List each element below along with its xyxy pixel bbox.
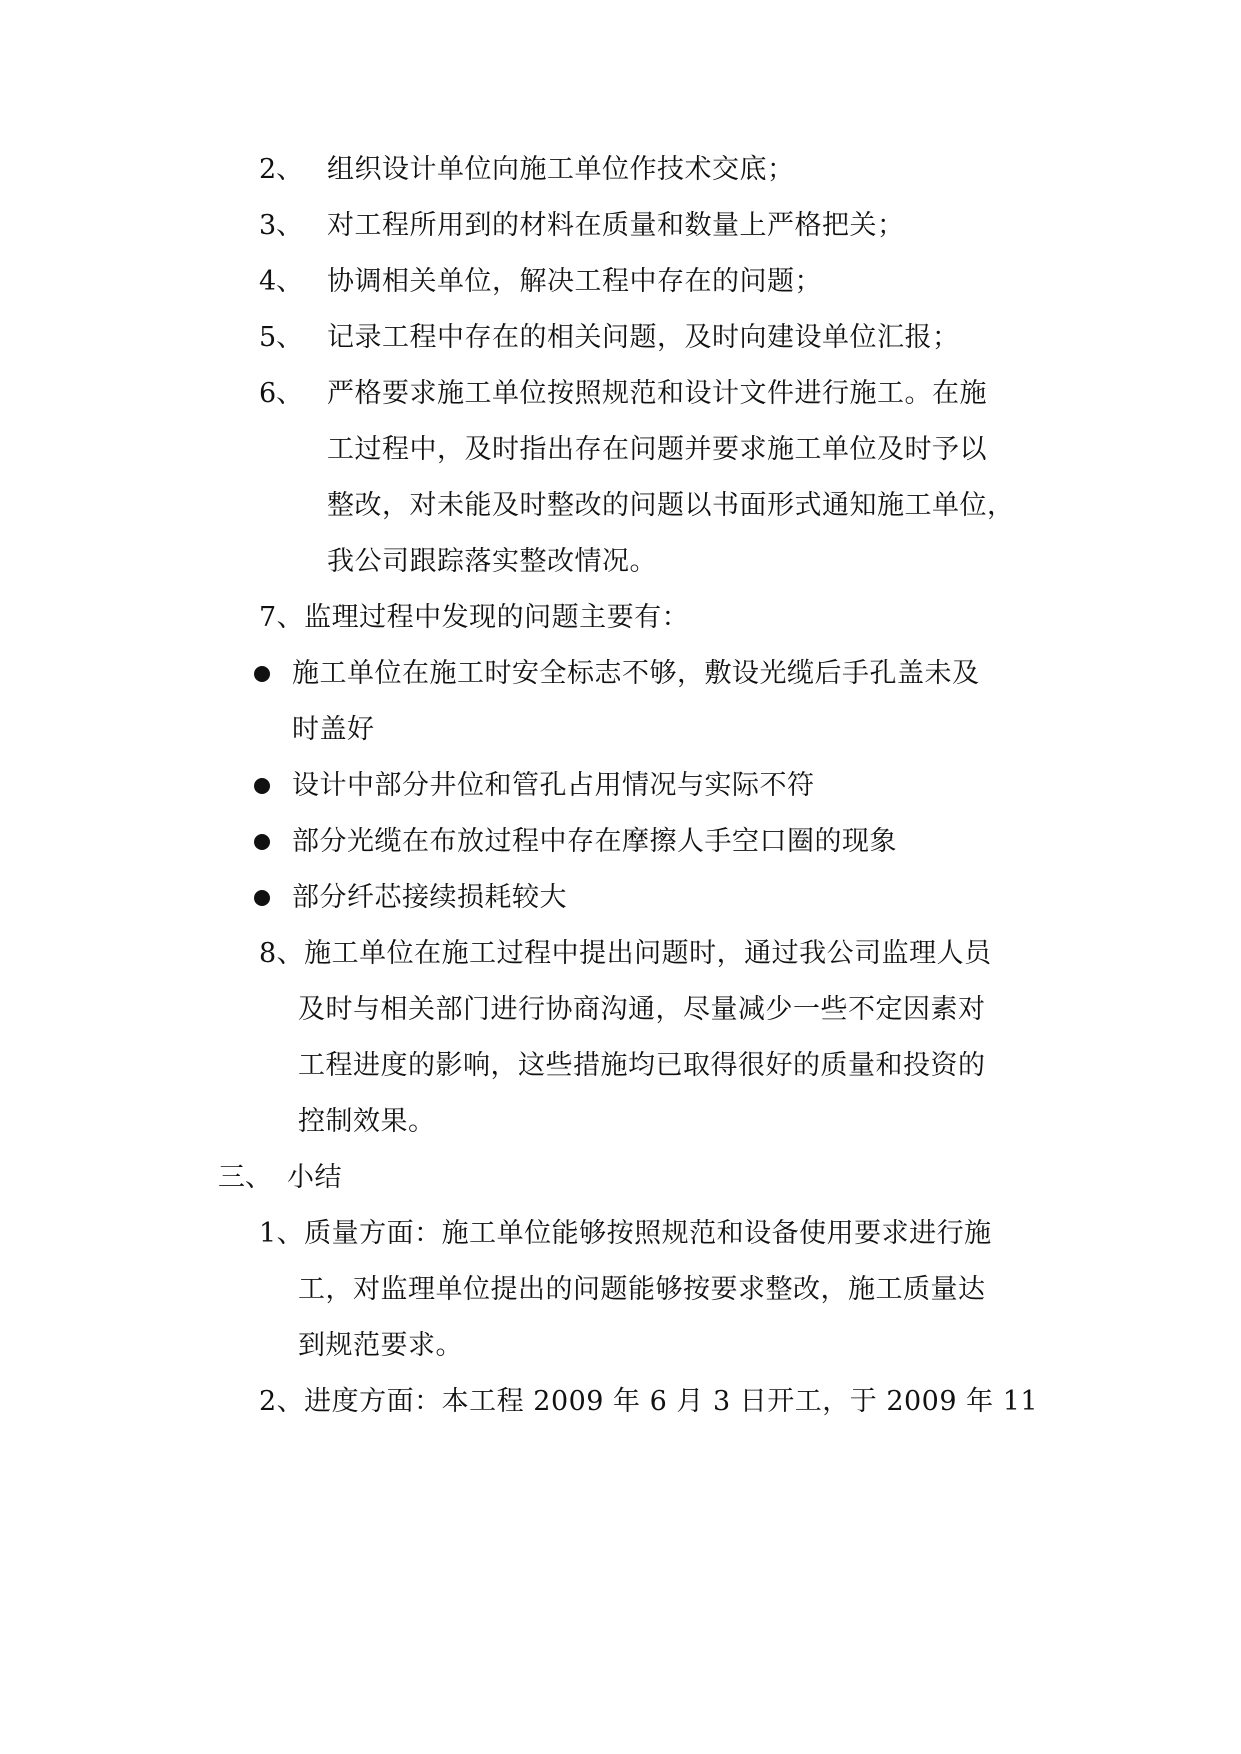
item-2-text: 组织设计单位向施工单位作技术交底； [327, 154, 795, 185]
item-6-line: 我公司跟踪落实整改情况。 [327, 546, 657, 577]
bullet-dot-icon [254, 834, 270, 850]
item-7-heading: 7、监理过程中发现的问题主要有： [259, 602, 690, 633]
item-8-line: 及时与相关部门进行协商沟通，尽量减少一些不定因素对 [298, 994, 986, 1025]
bullet-dot-icon [254, 666, 270, 682]
item-3-number: 3、 [259, 210, 304, 241]
item-5-number: 5、 [259, 322, 304, 353]
bullet-1-line: 施工单位在施工时安全标志不够，敷设光缆后手孔盖未及 [292, 658, 980, 689]
item-4-text: 协调相关单位，解决工程中存在的问题； [327, 266, 822, 297]
summary-2-line: 2、进度方面：本工程 2009 年 6 月 3 日开工，于 2009 年 11 [259, 1386, 1039, 1417]
item-5-text: 记录工程中存在的相关问题，及时向建设单位汇报； [327, 322, 960, 353]
item-6-number: 6、 [259, 378, 304, 409]
summary-1-line: 到规范要求。 [298, 1330, 463, 1361]
section-3-number: 三、 [218, 1162, 272, 1193]
summary-1-line: 1、质量方面：施工单位能够按照规范和设备使用要求进行施 [259, 1218, 992, 1249]
item-8-line: 控制效果。 [298, 1106, 436, 1137]
item-4-number: 4、 [259, 266, 304, 297]
item-2-number: 2、 [259, 154, 304, 185]
summary-1-line: 工，对监理单位提出的问题能够按要求整改，施工质量达 [298, 1274, 986, 1305]
bullet-4-line: 部分纤芯接续损耗较大 [292, 882, 567, 913]
bullet-3-line: 部分光缆在布放过程中存在摩擦人手空口圈的现象 [292, 826, 897, 857]
item-6-line: 整改，对未能及时整改的问题以书面形式通知施工单位， [327, 490, 1015, 521]
item-8-line: 工程进度的影响，这些措施均已取得很好的质量和投资的 [298, 1050, 986, 1081]
bullet-1-line: 时盖好 [292, 714, 375, 745]
bullet-dot-icon [254, 778, 270, 794]
bullet-2-line: 设计中部分井位和管孔占用情况与实际不符 [292, 770, 815, 801]
bullet-dot-icon [254, 890, 270, 906]
section-3-title: 小结 [287, 1162, 342, 1193]
item-6-line: 严格要求施工单位按照规范和设计文件进行施工。在施 [327, 378, 987, 409]
item-8-line: 8、施工单位在施工过程中提出问题时，通过我公司监理人员 [259, 938, 992, 969]
item-6-line: 工过程中，及时指出存在问题并要求施工单位及时予以 [327, 434, 987, 465]
item-3-text: 对工程所用到的材料在质量和数量上严格把关； [327, 210, 905, 241]
